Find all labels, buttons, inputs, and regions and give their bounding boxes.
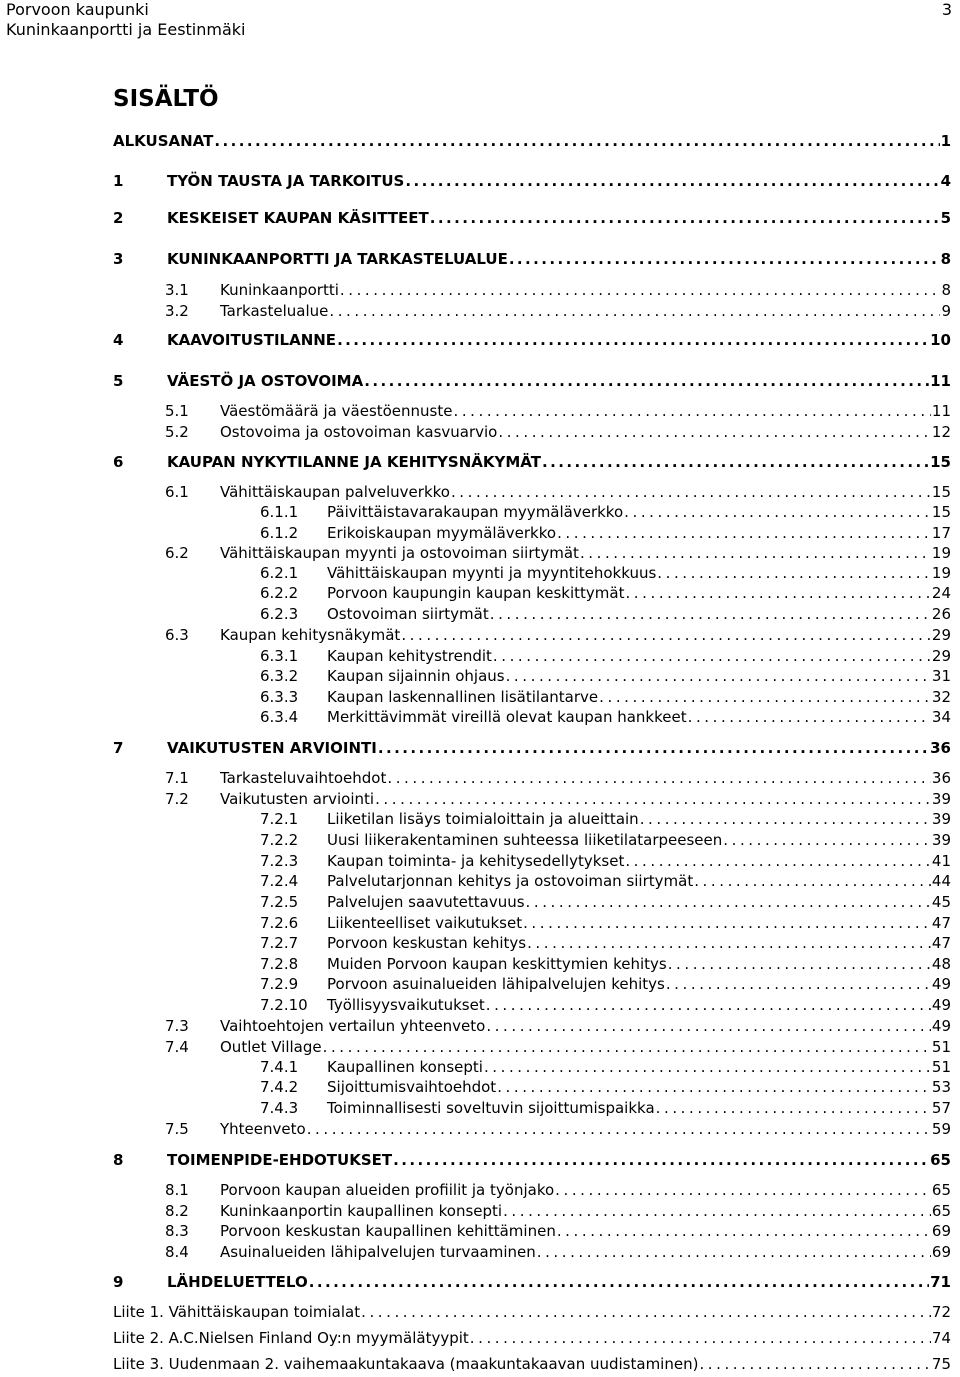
toc-entry-title: Väestömäärä ja väestöennuste <box>220 402 453 420</box>
toc-entry-title: Liite 1. Vähittäiskaupan toimialat <box>113 1303 361 1321</box>
toc-entry-title: Kaupallinen konsepti <box>327 1058 483 1076</box>
toc-entry-page-number: 12 <box>931 423 951 441</box>
toc-entry-line <box>327 1099 951 1117</box>
dot-leader <box>329 302 940 320</box>
dot-leader <box>361 1303 931 1321</box>
toc-entry-line <box>220 1243 951 1261</box>
toc-entry-page-number: 29 <box>931 626 951 644</box>
toc-entry-title: Liite 3. Uudenmaan 2. vaihemaakuntakaava (maakuntakaavan uudistaminen) <box>113 1355 699 1373</box>
dot-leader <box>364 372 929 390</box>
toc-entry-page-number: 39 <box>931 810 951 828</box>
dot-leader <box>498 423 931 441</box>
toc-entry-page-number: 65 <box>931 1202 951 1220</box>
toc-entry-page-number: 1 <box>940 132 951 150</box>
toc-entry-line <box>327 955 951 973</box>
toc-entry-line <box>167 1151 951 1169</box>
toc-entry-line <box>327 503 951 521</box>
toc-entry-line <box>220 1120 951 1138</box>
toc-entry-number: 3.2 <box>165 302 189 320</box>
toc-entry-page-number: 8 <box>940 250 951 268</box>
toc-entry-line <box>220 302 951 320</box>
toc-entry-number: 6.2.1 <box>260 564 299 582</box>
toc-entry-number: 1 <box>113 172 124 190</box>
toc-entry-line <box>220 626 951 644</box>
toc-entry-page-number: 29 <box>931 647 951 665</box>
dot-leader <box>723 831 931 849</box>
toc-entry-page-number: 39 <box>931 790 951 808</box>
toc-entry-number: 7.2.2 <box>260 831 299 849</box>
toc-entry-line <box>327 852 951 870</box>
dot-leader <box>656 1099 931 1117</box>
toc-entry-title: Ostovoima ja ostovoiman kasvuarvio <box>220 423 498 441</box>
toc-entry-title: Vähittäiskaupan myynti ja myyntitehokkuus <box>327 564 657 582</box>
page-header <box>6 0 954 44</box>
toc-entry-line <box>167 250 951 268</box>
toc-entry-number: 7.3 <box>165 1017 189 1035</box>
toc-entry-number: 6.2 <box>165 544 189 562</box>
dot-leader <box>557 524 931 542</box>
dot-leader <box>526 893 931 911</box>
toc-entry-number: 7.4.1 <box>260 1058 299 1076</box>
toc-entry-number: 6 <box>113 453 124 471</box>
toc-entry-title: Liikenteelliset vaikutukset <box>327 914 523 932</box>
toc-entry-title: VÄESTÖ JA OSTOVOIMA <box>167 372 364 390</box>
dot-leader <box>309 1273 929 1291</box>
toc-entry-page-number: 36 <box>930 739 951 757</box>
toc-entry-number: 7.4.2 <box>260 1078 299 1096</box>
toc-entry-number: 7.2.7 <box>260 934 299 952</box>
toc-entry-line <box>220 402 951 420</box>
toc-entry-title: LÄHDELUETTELO <box>167 1273 308 1291</box>
dot-leader <box>393 1151 929 1169</box>
toc-entry-title: Kaupan laskennallinen lisätilantarve <box>327 688 599 706</box>
toc-entry-title: Tarkasteluvaihtoehdot <box>220 769 387 787</box>
toc-entry-number: 7 <box>113 739 124 757</box>
toc-entry-title: Merkittävimmät vireillä olevat kaupan hankkeet <box>327 708 687 726</box>
toc-entry-line <box>220 1222 951 1240</box>
toc-entry-page-number: 49 <box>931 975 951 993</box>
toc-entry-title: Porvoon asuinalueiden lähipalvelujen kehitys <box>327 975 665 993</box>
toc-entry-title: Kuninkaanportin kaupallinen konsepti <box>220 1202 503 1220</box>
toc-title: SISÄLTÖ <box>113 86 219 112</box>
toc-entry-number: 7.1 <box>165 769 189 787</box>
toc-entry-title: Yhteenveto <box>220 1120 306 1138</box>
toc-entry-line <box>167 209 951 227</box>
dot-leader <box>340 281 941 299</box>
toc-entry-line <box>327 524 951 542</box>
toc-entry-title: KAUPAN NYKYTILANNE JA KEHITYSNÄKYMÄT <box>167 453 541 471</box>
toc-entry-page-number: 72 <box>931 1303 951 1321</box>
toc-entry-title: Porvoon keskustan kaupallinen kehittäminen <box>220 1222 556 1240</box>
toc-entry-line <box>167 453 951 471</box>
toc-entry-number: 7.2 <box>165 790 189 808</box>
dot-leader <box>375 790 931 808</box>
toc-entry-title: Kaupan kehitysnäkymät <box>220 626 401 644</box>
toc-entry-line <box>327 975 951 993</box>
dot-leader <box>555 1181 931 1199</box>
toc-entry-title: Kaupan toiminta- ja kehitysedellytykset <box>327 852 625 870</box>
toc-entry-page-number: 59 <box>931 1120 951 1138</box>
toc-entry-title: Tarkastelualue <box>220 302 329 320</box>
toc-entry-line <box>327 872 951 890</box>
toc-entry-number: 6.2.3 <box>260 605 299 623</box>
toc-entry-line <box>327 1058 951 1076</box>
toc-entry-page-number: 24 <box>931 584 951 602</box>
dot-leader <box>470 1329 931 1347</box>
toc-entry-title: TOIMENPIDE-EHDOTUKSET <box>167 1151 393 1169</box>
dot-leader <box>599 688 931 706</box>
dot-leader <box>537 1243 931 1261</box>
dot-leader <box>668 955 931 973</box>
dot-leader <box>523 914 931 932</box>
toc-entry-page-number: 41 <box>931 852 951 870</box>
toc-entry-page-number: 65 <box>930 1151 951 1169</box>
toc-entry-number: 6.3.2 <box>260 667 299 685</box>
toc-entry-line <box>220 769 951 787</box>
toc-entry-number: 5.1 <box>165 402 189 420</box>
toc-entry-line <box>327 810 951 828</box>
toc-entry-title: Toiminnallisesti soveltuvin sijoittumispaikka <box>327 1099 655 1117</box>
toc-entry-line <box>327 605 951 623</box>
toc-entry-page-number: 26 <box>931 605 951 623</box>
toc-entry-page-number: 36 <box>931 769 951 787</box>
toc-entry-page-number: 17 <box>931 524 951 542</box>
dot-leader <box>405 172 939 190</box>
toc-entry-page-number: 32 <box>931 688 951 706</box>
toc-entry-number: 7.4.3 <box>260 1099 299 1117</box>
toc-entry-title: Vähittäiskaupan palveluverkko <box>220 483 450 501</box>
toc-entry-page-number: 15 <box>930 453 951 471</box>
toc-entry-page-number: 75 <box>931 1355 951 1373</box>
toc-entry-title: Erikoiskaupan myymäläverkko <box>327 524 557 542</box>
toc-entry-page-number: 49 <box>931 1017 951 1035</box>
toc-entry-page-number: 71 <box>930 1273 951 1291</box>
toc-entry-line <box>167 739 951 757</box>
dot-leader <box>503 1202 931 1220</box>
dot-leader <box>699 1355 930 1373</box>
toc-entry-title: Palvelutarjonnan kehitys ja ostovoiman siirtymät <box>327 872 694 890</box>
toc-entry-page-number: 48 <box>931 955 951 973</box>
toc-entry-page-number: 34 <box>931 708 951 726</box>
dot-leader <box>430 209 940 227</box>
dot-leader <box>387 769 931 787</box>
dot-leader <box>307 1120 931 1138</box>
dot-leader <box>506 667 931 685</box>
dot-leader <box>337 331 929 349</box>
dot-leader <box>323 1038 931 1056</box>
toc-entry-page-number: 47 <box>931 914 951 932</box>
toc-entry-page-number: 74 <box>931 1329 951 1347</box>
toc-entry-number: 8.2 <box>165 1202 189 1220</box>
toc-entry-number: 8.3 <box>165 1222 189 1240</box>
toc-entry-number: 7.2.5 <box>260 893 299 911</box>
toc-entry-line <box>167 331 951 349</box>
toc-entry-line <box>327 708 951 726</box>
toc-entry-line <box>220 790 951 808</box>
toc-entry-page-number: 44 <box>931 872 951 890</box>
toc-entry-number: 6.1 <box>165 483 189 501</box>
dot-leader <box>527 934 931 952</box>
dot-leader <box>625 584 930 602</box>
toc-entry-page-number: 69 <box>931 1243 951 1261</box>
toc-entry-page-number: 19 <box>931 544 951 562</box>
dot-leader <box>486 1017 931 1035</box>
dot-leader <box>542 453 929 471</box>
toc-entry-line <box>327 564 951 582</box>
toc-entry-title: Liiketilan lisäys toimialoittain ja alueittain <box>327 810 639 828</box>
toc-entry-page-number: 51 <box>931 1038 951 1056</box>
toc-entry-page-number: 19 <box>931 564 951 582</box>
toc-entry-line <box>327 831 951 849</box>
toc-entry-title: Kuninkaanportti <box>220 281 339 299</box>
toc-entry-number: 6.3.4 <box>260 708 299 726</box>
toc-entry-line <box>327 893 951 911</box>
dot-leader <box>666 975 931 993</box>
toc-entry-number: 7.5 <box>165 1120 189 1138</box>
toc-entry-number: 9 <box>113 1273 124 1291</box>
dot-leader <box>557 1222 931 1240</box>
toc-entry-title: Muiden Porvoon kaupan keskittymien kehitys <box>327 955 667 973</box>
toc-entry-number: 7.2.10 <box>260 996 308 1014</box>
toc-entry-line <box>327 934 951 952</box>
toc-entry-title: VAIKUTUSTEN ARVIOINTI <box>167 739 377 757</box>
dot-leader <box>688 708 931 726</box>
dot-leader <box>214 132 939 150</box>
toc-entry-number: 6.3.3 <box>260 688 299 706</box>
dot-leader <box>640 810 931 828</box>
toc-entry-page-number: 31 <box>931 667 951 685</box>
toc-entry-line <box>220 1202 951 1220</box>
toc-entry-page-number: 69 <box>931 1222 951 1240</box>
toc-entry-number: 6.3 <box>165 626 189 644</box>
toc-entry-number: 3 <box>113 250 124 268</box>
toc-entry-number: 3.1 <box>165 281 189 299</box>
toc-entry-line <box>220 483 951 501</box>
toc-entry-page-number: 8 <box>941 281 951 299</box>
toc-entry-number: 4 <box>113 331 124 349</box>
toc-entry-line <box>220 1181 951 1199</box>
dot-leader <box>580 544 931 562</box>
toc-entry-number: 7.4 <box>165 1038 189 1056</box>
toc-entry-line <box>113 1329 951 1347</box>
toc-entry-line <box>327 647 951 665</box>
toc-entry-title: Porvoon kaupan alueiden profiilit ja työnjako <box>220 1181 555 1199</box>
header-page-number: 3 <box>941 0 952 19</box>
toc-entry-title: Liite 2. A.C.Nielsen Finland Oy:n myymälätyypit <box>113 1329 469 1347</box>
dot-leader <box>490 605 931 623</box>
toc-entry-title: Asuinalueiden lähipalvelujen turvaaminen <box>220 1243 536 1261</box>
toc-entry-number: 8.4 <box>165 1243 189 1261</box>
toc-entry-line <box>167 372 951 390</box>
header-project-title: Kuninkaanportti ja Eestinmäki <box>6 20 246 39</box>
toc-entry-page-number: 15 <box>931 503 951 521</box>
toc-entry-page-number: 53 <box>931 1078 951 1096</box>
dot-leader <box>378 739 929 757</box>
toc-entry-title: Porvoon keskustan kehitys <box>327 934 527 952</box>
toc-entry-line <box>167 172 951 190</box>
toc-entry-page-number: 65 <box>931 1181 951 1199</box>
toc-entry-number: 8.1 <box>165 1181 189 1199</box>
toc-entry-title: KESKEISET KAUPAN KÄSITTEET <box>167 209 429 227</box>
toc-entry-page-number: 5 <box>940 209 951 227</box>
toc-entry-number: 6.1.1 <box>260 503 299 521</box>
toc-entry-line <box>220 1017 951 1035</box>
toc-entry-number: 8 <box>113 1151 124 1169</box>
toc-entry-page-number: 11 <box>931 402 951 420</box>
dot-leader <box>509 250 940 268</box>
toc-entry-line <box>327 584 951 602</box>
toc-entry-title: Ostovoiman siirtymät <box>327 605 489 623</box>
toc-entry-line <box>220 281 951 299</box>
toc-entry-title: Palvelujen saavutettavuus <box>327 893 525 911</box>
toc-entry-title: Uusi liikerakentaminen suhteessa liiketilatarpeeseen <box>327 831 723 849</box>
dot-leader <box>694 872 931 890</box>
toc-entry-number: 7.2.8 <box>260 955 299 973</box>
dot-leader <box>657 564 931 582</box>
toc-entry-title: Vaihtoehtojen vertailun yhteenveto <box>220 1017 486 1035</box>
toc-entry-page-number: 51 <box>931 1058 951 1076</box>
toc-entry-title: Vaikutusten arviointi <box>220 790 375 808</box>
toc-entry-number: 5.2 <box>165 423 189 441</box>
toc-entry-page-number: 11 <box>930 372 951 390</box>
toc-entry-page-number: 49 <box>931 996 951 1014</box>
toc-entry-page-number: 4 <box>940 172 951 190</box>
dot-leader <box>451 483 931 501</box>
toc-entry-title: TYÖN TAUSTA JA TARKOITUS <box>167 172 405 190</box>
toc-entry-title: Vähittäiskaupan myynti ja ostovoiman siirtymät <box>220 544 579 562</box>
toc-entry-title: Kaupan kehitystrendit <box>327 647 492 665</box>
toc-entry-line <box>113 132 951 150</box>
toc-entry-number: 6.2.2 <box>260 584 299 602</box>
toc-entry-number: 7.2.3 <box>260 852 299 870</box>
toc-entry-number: 6.1.2 <box>260 524 299 542</box>
toc-entry-number: 2 <box>113 209 124 227</box>
toc-entry-number: 7.2.4 <box>260 872 299 890</box>
toc-entry-line <box>167 1273 951 1291</box>
toc-entry-line <box>327 667 951 685</box>
toc-entry-line <box>113 1303 951 1321</box>
toc-entry-line <box>220 423 951 441</box>
toc-entry-number: 7.2.6 <box>260 914 299 932</box>
dot-leader <box>624 503 931 521</box>
toc-entry-title: Kaupan sijainnin ohjaus <box>327 667 505 685</box>
toc-entry-page-number: 9 <box>941 302 951 320</box>
toc-entry-line <box>220 1038 951 1056</box>
dot-leader <box>401 626 931 644</box>
toc-entry-line <box>220 544 951 562</box>
toc-entry-title: Porvoon kaupungin kaupan keskittymät <box>327 584 625 602</box>
toc-entry-title: KUNINKAANPORTTI JA TARKASTELUALUE <box>167 250 508 268</box>
toc-entry-title: KAAVOITUSTILANNE <box>167 331 337 349</box>
dot-leader <box>497 1078 931 1096</box>
toc-entry-line <box>327 914 951 932</box>
toc-entry-page-number: 45 <box>931 893 951 911</box>
toc-entry-title: Outlet Village <box>220 1038 322 1056</box>
dot-leader <box>493 647 931 665</box>
toc-entry-line <box>327 688 951 706</box>
dot-leader <box>484 1058 931 1076</box>
toc-entry-line <box>113 1355 951 1373</box>
toc-entry-page-number: 10 <box>930 331 951 349</box>
toc-entry-page-number: 47 <box>931 934 951 952</box>
dot-leader <box>454 402 931 420</box>
header-organization: Porvoon kaupunki <box>6 0 149 19</box>
toc-entry-page-number: 57 <box>931 1099 951 1117</box>
toc-entry-number: 6.3.1 <box>260 647 299 665</box>
toc-entry-title: Päivittäistavarakaupan myymäläverkko <box>327 503 624 521</box>
toc-entry-title: Työllisyysvaikutukset <box>327 996 485 1014</box>
toc-entry-number: 7.2.1 <box>260 810 299 828</box>
toc-entry-line <box>327 996 951 1014</box>
toc-entry-line <box>327 1078 951 1096</box>
toc-entry-title: ALKUSANAT <box>113 132 214 150</box>
dot-leader <box>486 996 931 1014</box>
toc-entry-page-number: 39 <box>931 831 951 849</box>
toc-entry-page-number: 15 <box>931 483 951 501</box>
toc-entry-title: Sijoittumisvaihtoehdot <box>327 1078 497 1096</box>
toc-entry-number: 5 <box>113 372 124 390</box>
toc-entry-number: 7.2.9 <box>260 975 299 993</box>
dot-leader <box>625 852 931 870</box>
